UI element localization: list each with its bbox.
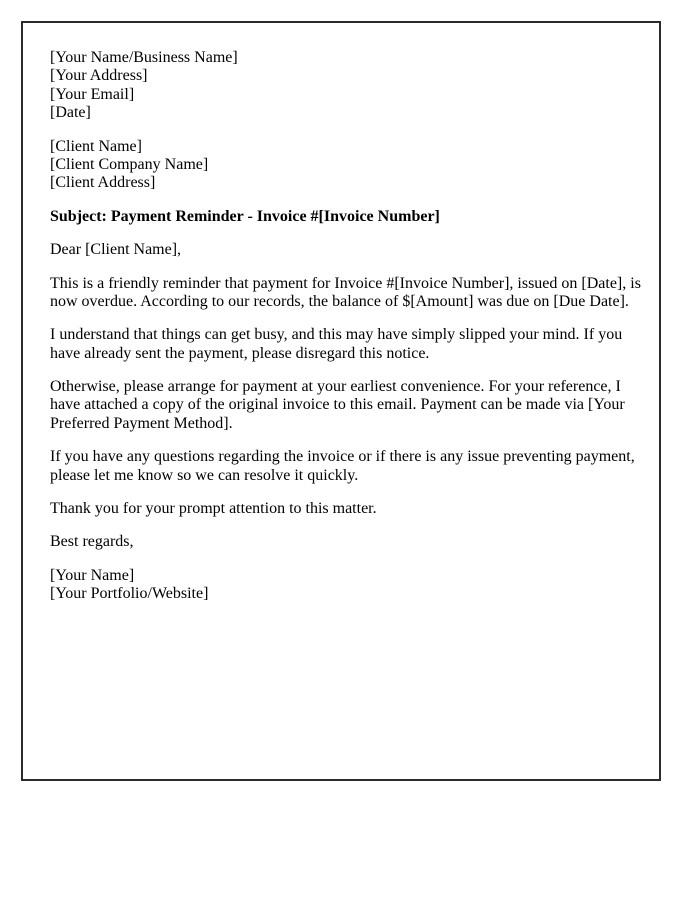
thanks-paragraph: Thank you for your prompt attention to this matter. bbox=[50, 500, 377, 518]
questions-paragraph: If you have any questions regarding the invoice or if there is any issue preventing payment, please let me know so we can resolve it quickly. bbox=[50, 448, 635, 484]
sender-block bbox=[50, 49, 650, 123]
sender-date-line: [Date] bbox=[50, 104, 91, 122]
understanding-paragraph: I understand that things can get busy, and this may have simply slipped your mind. If you have already sent the payment, please disregard this notice. bbox=[50, 326, 623, 362]
letter-content bbox=[50, 49, 650, 604]
subject-line: Subject: Payment Reminder - Invoice #[Invoice Number] bbox=[50, 207, 440, 225]
letter-document bbox=[21, 21, 661, 781]
client-company-line: [Client Company Name] bbox=[50, 155, 209, 173]
sender-email-line: [Your Email] bbox=[50, 85, 135, 103]
signature-website-line: [Your Portfolio/Website] bbox=[50, 585, 209, 603]
signature-block bbox=[50, 567, 650, 604]
signature-name-line: [Your Name] bbox=[50, 566, 135, 584]
client-address-line: [Client Address] bbox=[50, 174, 156, 192]
salutation-line: Dear [Client Name], bbox=[50, 241, 182, 259]
sender-address-line: [Your Address] bbox=[50, 67, 148, 85]
sender-name-line: [Your Name/Business Name] bbox=[50, 49, 238, 66]
client-name-line: [Client Name] bbox=[50, 137, 142, 155]
closing-line: Best regards, bbox=[50, 533, 134, 551]
payment-instructions-paragraph: Otherwise, please arrange for payment at your earliest convenience. For your reference, I have attached a copy of the original invoice to this email. Payment can be made via [Your Preferred Payment Method]. bbox=[50, 378, 625, 432]
recipient-block bbox=[50, 138, 650, 193]
reminder-paragraph: This is a friendly reminder that payment for Invoice #[Invoice Number], issued on [Date], is now overdue. According to our records, the balance of $[Amount] was due on [Due Date]. bbox=[50, 274, 641, 310]
